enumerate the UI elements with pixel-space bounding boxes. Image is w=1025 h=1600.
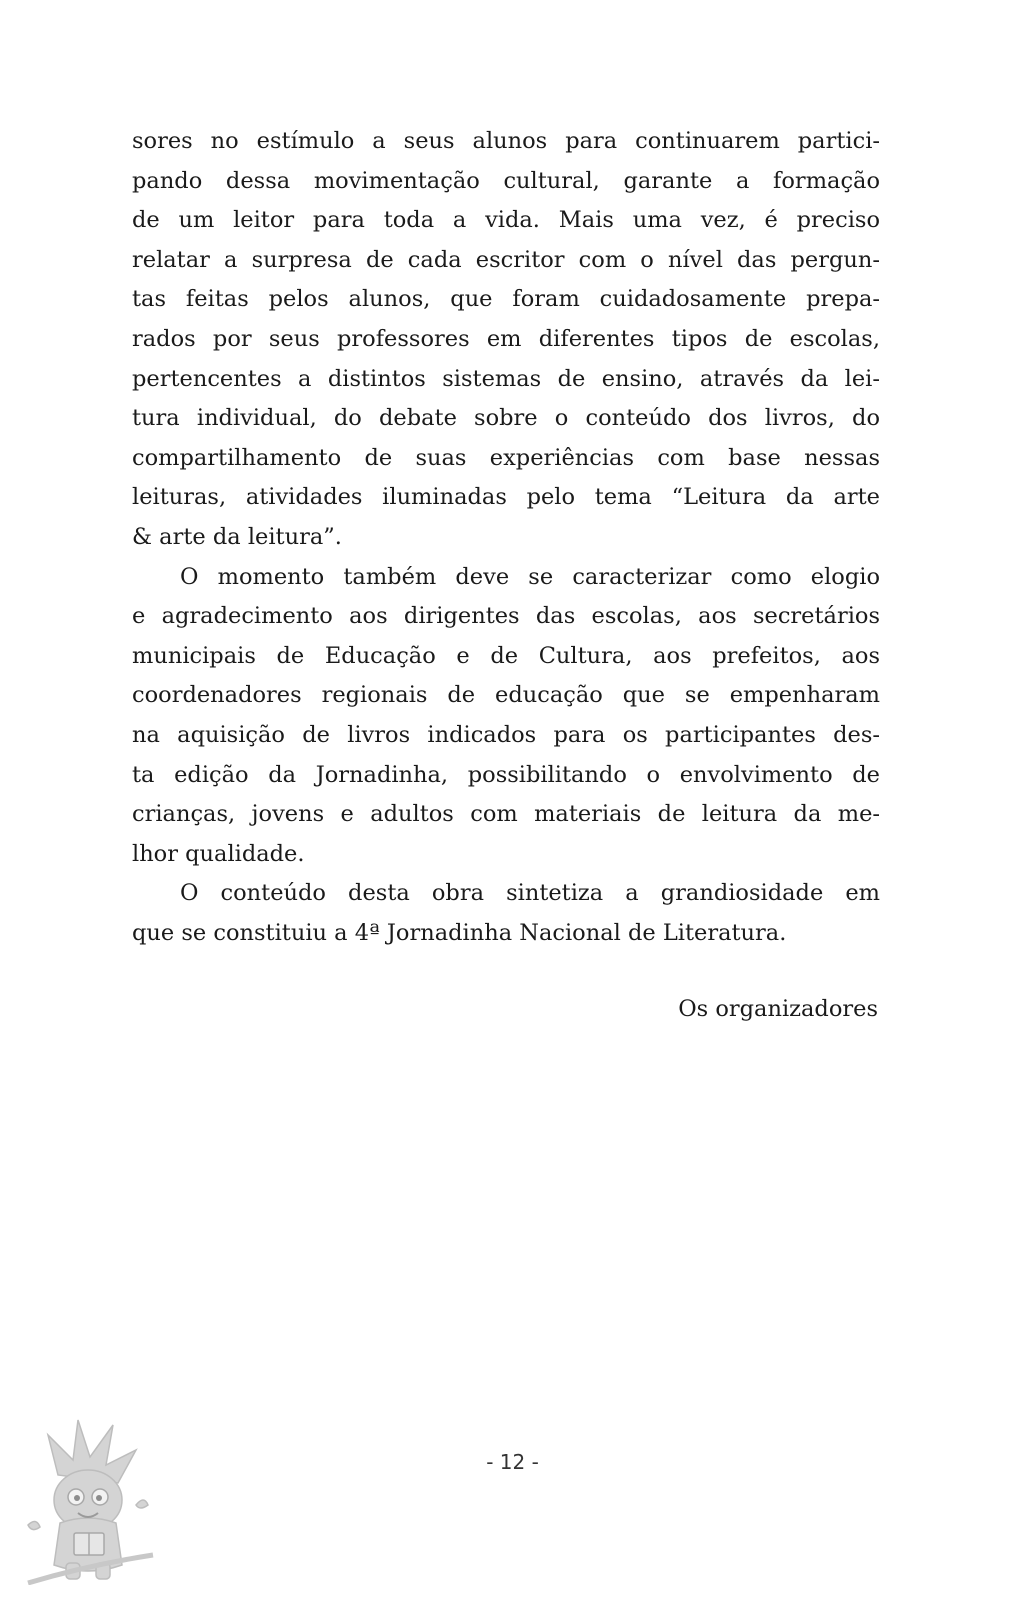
text-line: que se constituiu a 4ª Jornadinha Nacional de Literatura. xyxy=(132,919,787,946)
text-line: coordenadores regionais de educação que se empenharam xyxy=(132,682,880,709)
text-line: leituras, atividades iluminadas pelo tema “Leitura da arte xyxy=(132,484,880,511)
text-line: na aquisição de livros indicados para os participantes des- xyxy=(132,721,880,748)
text-line: tura individual, do debate sobre o conteúdo dos livros, do xyxy=(132,405,880,432)
text-line: rados por seus professores em diferentes tipos de escolas, xyxy=(132,325,880,352)
text-line: de um leitor para toda a vida. Mais uma vez, é preciso xyxy=(132,207,880,234)
page-number: - 12 - xyxy=(486,1450,539,1474)
signature: Os organizadores xyxy=(678,996,878,1022)
text-line: pando dessa movimentação cultural, garante a formação xyxy=(132,167,880,194)
text-line: O conteúdo desta obra sintetiza a grandiosidade em xyxy=(180,880,880,907)
text-line: municipais de Educação e de Cultura, aos prefeitos, aos xyxy=(132,642,880,669)
text-line: lhor qualidade. xyxy=(132,840,305,867)
text-line: relatar a surpresa de cada escritor com o nível das pergun- xyxy=(132,246,880,273)
paragraph-1 xyxy=(132,122,880,558)
text-line: ta edição da Jornadinha, possibilitando o envolvimento de xyxy=(132,761,880,788)
body-text xyxy=(132,122,880,953)
text-line: compartilhamento de suas experiências com base nessas xyxy=(132,444,880,471)
mascot-icon xyxy=(18,1405,158,1585)
text-line: crianças, jovens e adultos com materiais de leitura da me- xyxy=(132,801,880,828)
text-line: e agradecimento aos dirigentes das escolas, aos secretários xyxy=(132,603,880,630)
text-line: pertencentes a distintos sistemas de ensino, através da lei- xyxy=(132,365,880,392)
text-line: tas feitas pelos alunos, que foram cuidadosamente prepa- xyxy=(132,286,880,313)
paragraph-3 xyxy=(132,874,880,953)
text-line: sores no estímulo a seus alunos para continuarem partici- xyxy=(132,128,880,154)
text-line: O momento também deve se caracterizar como elogio xyxy=(180,563,880,590)
text-line: & arte da leitura”. xyxy=(132,523,342,550)
paragraph-2 xyxy=(132,558,880,875)
